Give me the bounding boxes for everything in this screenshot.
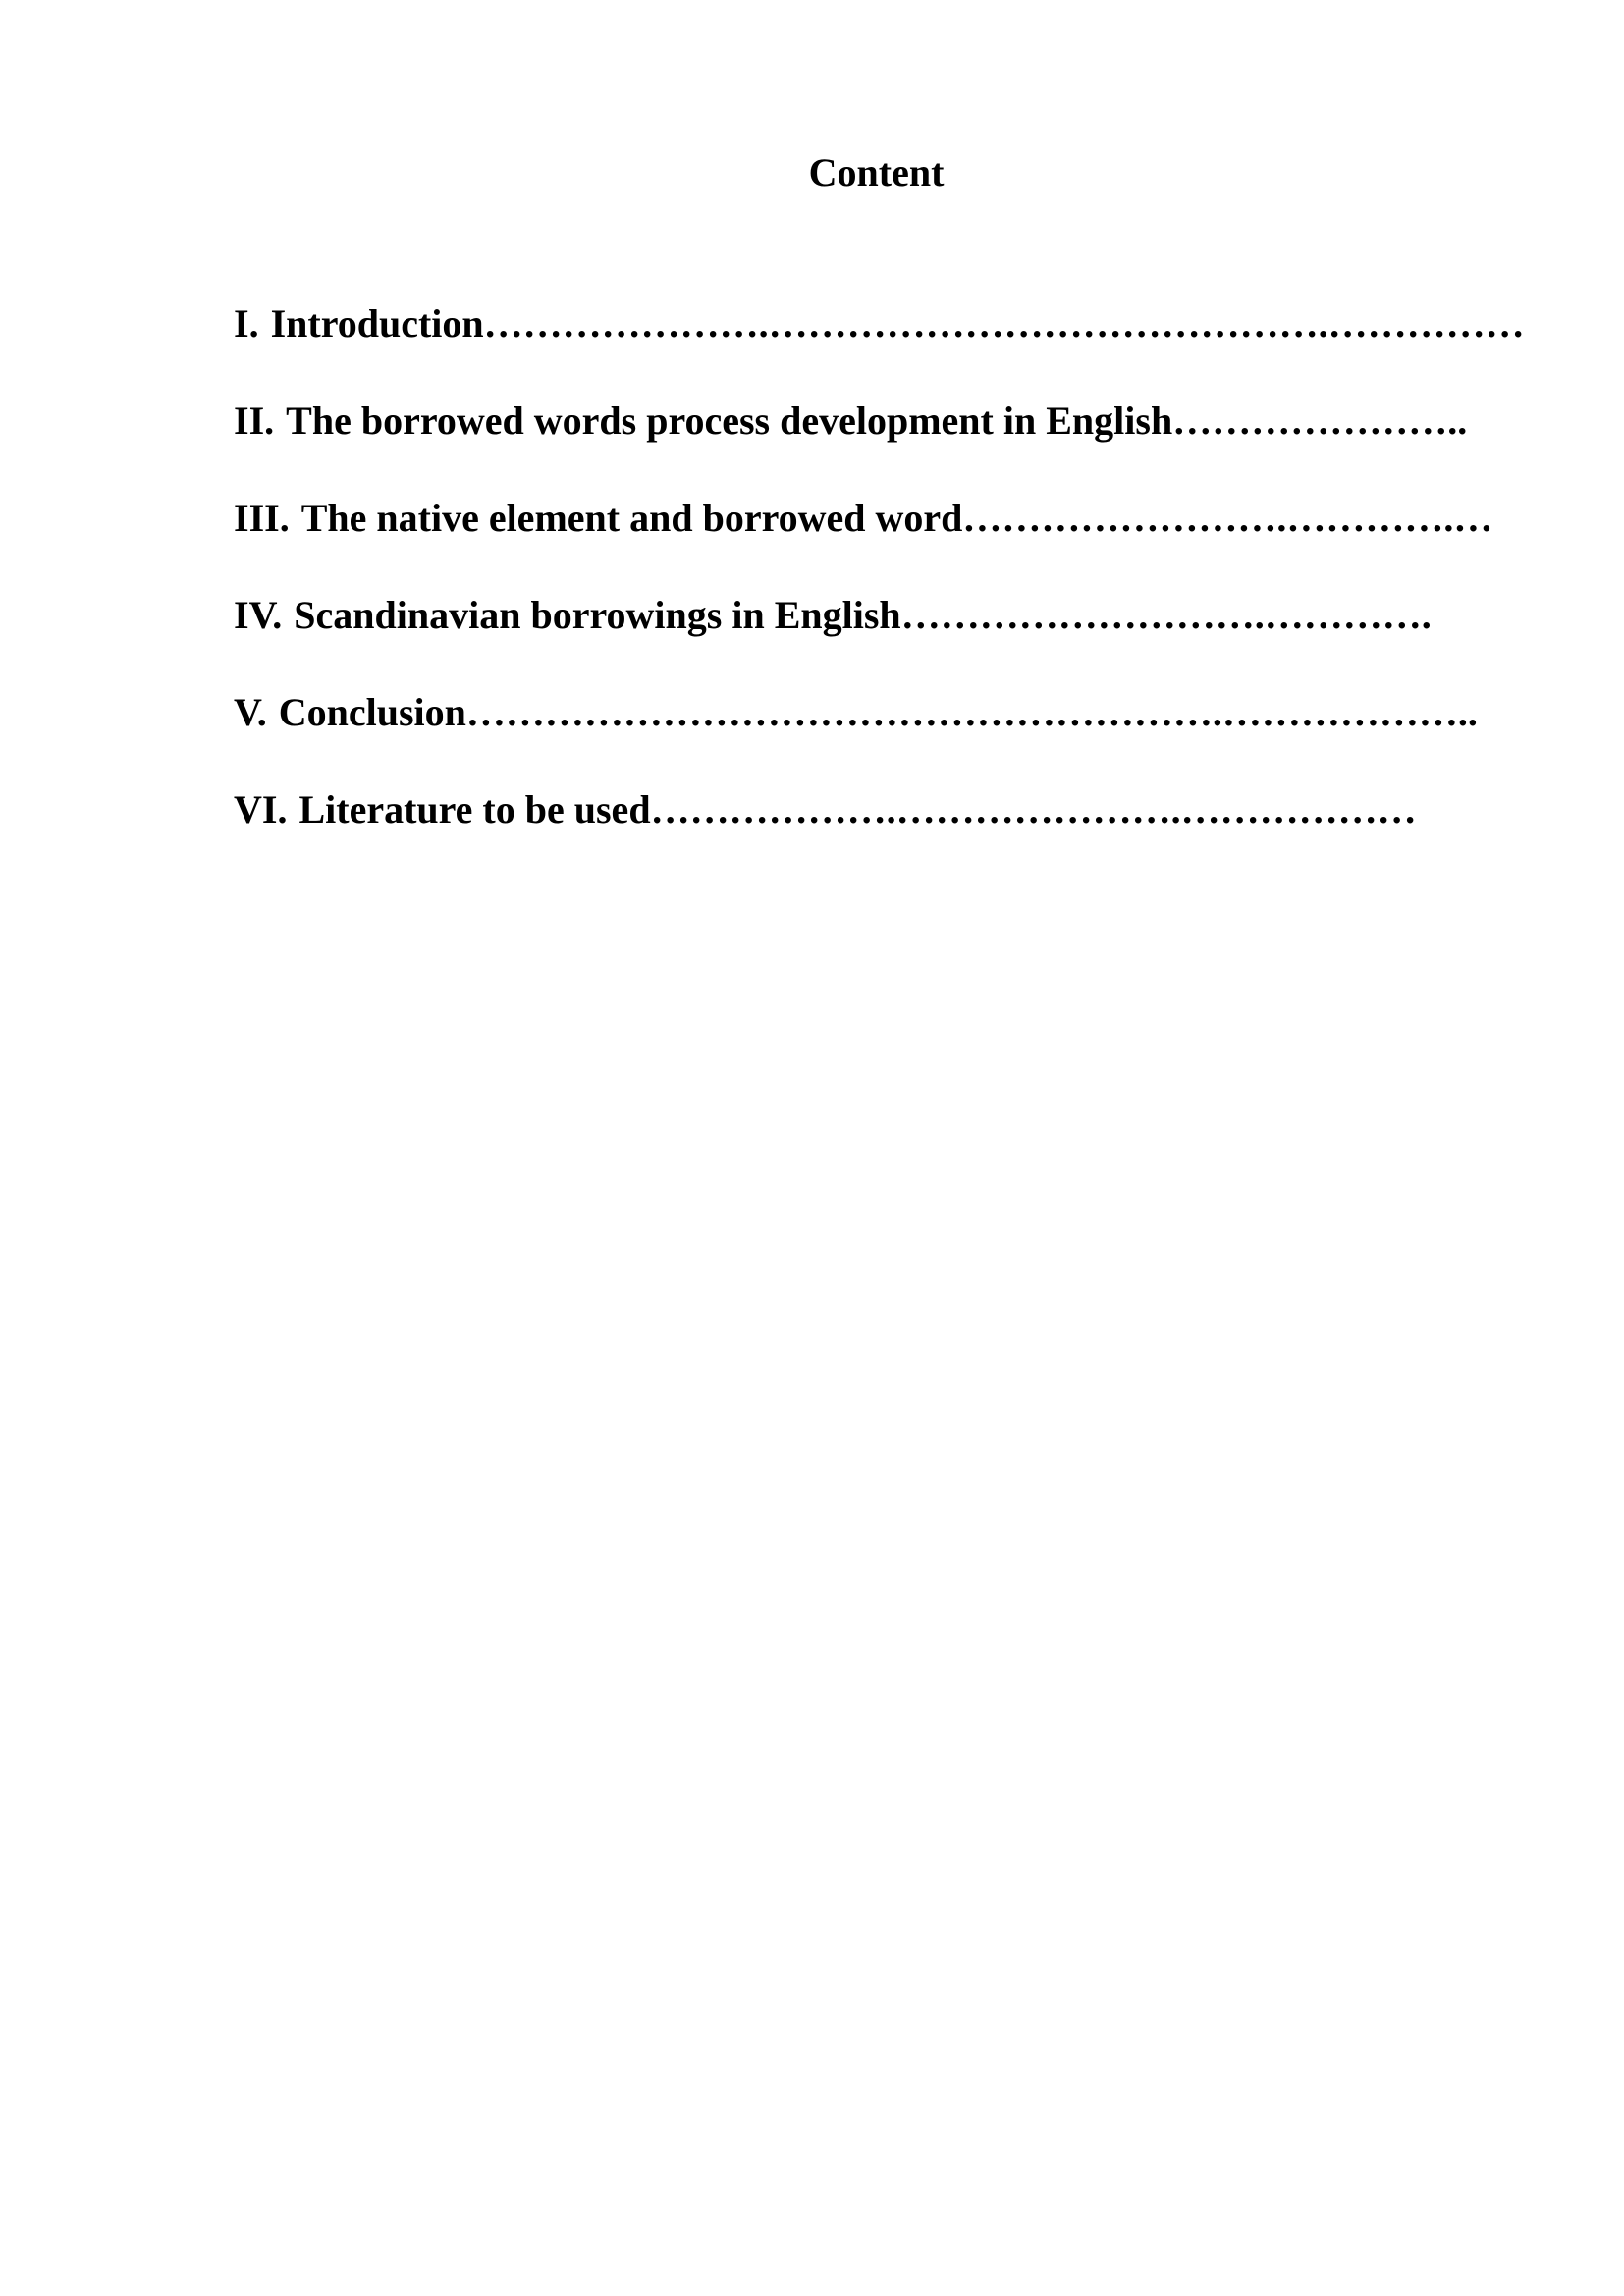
toc-entry-number: VI. [234,787,288,831]
toc-entry-leader: ……………………….…………. [900,593,1432,637]
toc-entry-native-element [234,495,1525,542]
toc-entry-number: IV. [234,593,283,637]
toc-entry-number: V. [234,690,267,734]
toc-entry-title: Introduction [270,301,484,346]
toc-entry-number: I. [234,301,259,346]
toc-entry-number: III. [234,496,290,540]
toc-entry-introduction [234,300,1525,347]
toc-entry-title: Literature to be used [298,787,651,831]
toc-entry-title: The native element and borrowed word [300,496,963,540]
toc-entry-leader: …………………….………….… [962,496,1493,540]
toc-entry-title: Conclusion [278,690,466,734]
toc-entry-title: The borrowed words process development in English [286,399,1173,443]
toc-entry-conclusion [234,689,1525,736]
toc-entry-literature [234,786,1525,833]
toc-entry-leader: ………………………………………………….……………….. [465,690,1478,734]
toc-entry-number: II. [234,399,275,443]
toc-entry-leader: ……………….………………….……………… [650,787,1417,831]
table-of-contents [234,300,1525,883]
page-title: Content [808,150,945,194]
toc-entry-leader: ………………….…………………………………….…………… [483,301,1525,346]
toc-entry-borrowed-words [234,398,1525,445]
toc-entry-title: Scandinavian borrowings in English [294,593,901,637]
toc-entry-scandinavian [234,592,1525,639]
toc-entry-leader: ………………….. [1172,399,1468,443]
